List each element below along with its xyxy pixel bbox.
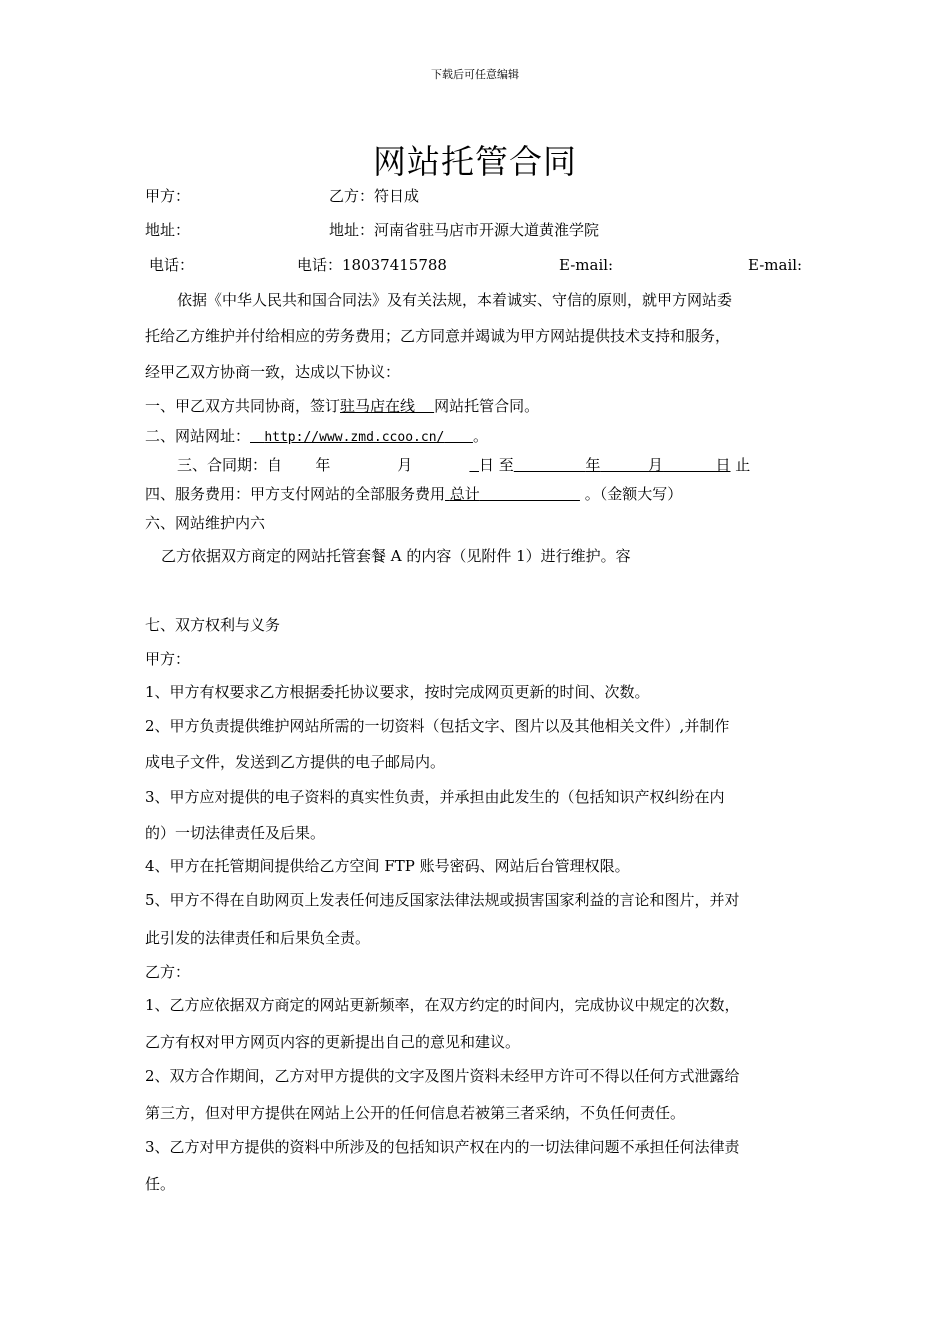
clause-3-day-2: 日: [715, 456, 731, 474]
party-b-duty-line: 任。: [145, 1175, 176, 1193]
clause-6-heading: 六、网站维护内六: [145, 514, 266, 532]
party-a-duty-line: 2、甲方负责提供维护网站所需的一切资料（包括文字、图片以及其他相关文件）,并制作: [145, 717, 730, 735]
party-a-duty-line: 3、甲方应对提供的电子资料的真实性负责，并承担由此发生的（包括知识产权纠纷在内: [145, 788, 725, 806]
clause-6-body: 乙方依据双方商定的网站托管套餐 A 的内容（见附件 1）进行维护。容: [161, 547, 631, 565]
party-b-email: E-mail:: [748, 256, 803, 274]
party-b-phone: 电话：18037415788: [297, 256, 447, 274]
clause-4-suffix: 。（金额大写）: [584, 485, 683, 503]
website-url: http://www.zmd.ccoo.cn/: [264, 430, 445, 445]
clause-3-day-1: 日: [478, 456, 494, 474]
clause-2: [145, 426, 488, 448]
clause-4-prefix: 四、服务费用：甲方支付网站的全部服务费用: [145, 485, 446, 503]
party-a-duty-line: 的）一切法律责任及后果。: [145, 824, 326, 842]
party-b-duty-line: 3、乙方对甲方提供的资料中所涉及的包括知识产权在内的一切法律问题不承担任何法律责: [145, 1138, 740, 1156]
clause-3-prefix: 三、合同期：自: [177, 456, 283, 474]
party-a-phone: 电话：: [149, 256, 195, 274]
clause-3-to: 至: [498, 456, 514, 474]
party-a-duty-line: 1、甲方有权要求乙方根据委托协议要求，按时完成网页更新的时间、次数。: [145, 683, 650, 701]
party-b-duties-label: 乙方：: [145, 963, 191, 981]
clause-2-suffix: 。: [472, 427, 488, 445]
intro-line-3: 经甲乙双方协商一致，达成以下协议：: [145, 363, 401, 381]
clause-1-site-name: 驻马店在线: [340, 397, 416, 415]
clause-3-year-1: 年: [315, 456, 331, 474]
party-a-duty-line: 此引发的法律责任和后果负全责。: [145, 929, 371, 947]
party-b-duty-line: 1、乙方应依据双方商定的网站更新频率，在双方约定的时间内，完成协议中规定的次数，: [145, 996, 740, 1014]
contract-title: 网站托管合同: [373, 142, 577, 181]
party-a-duty-line: 成电子文件，发送到乙方提供的电子邮局内。: [145, 753, 446, 771]
clause-7-heading: 七、双方权利与义务: [145, 616, 281, 634]
party-b-duty-line: 2、双方合作期间，乙方对甲方提供的文字及图片资料未经甲方许可不得以任何方式泄露给: [145, 1067, 740, 1085]
intro-line-1: 依据《中华人民共和国合同法》及有关法规，本着诚实、守信的原则，就甲方网站委: [177, 291, 733, 309]
intro-line-2: 托给乙方维护并付给相应的劳务费用；乙方同意并竭诚为甲方网站提供技术支持和服务，: [145, 327, 731, 345]
party-b-label: 乙方：符日成: [329, 187, 420, 205]
clause-3-end: 止: [735, 456, 751, 474]
clause-2-prefix: 二、网站网址：: [145, 427, 251, 445]
clause-1-suffix: 网站托管合同。: [434, 397, 540, 415]
clause-1-prefix: 一、甲乙双方共同协商，签订: [145, 397, 341, 415]
party-b-duty-line: 第三方，但对甲方提供在网站上公开的任何信息若被第三者采纳，不负任何责任。: [145, 1104, 686, 1122]
party-a-address: 地址：: [145, 221, 191, 239]
clause-3-year-2: 年: [585, 456, 601, 474]
clause-3: [177, 455, 750, 475]
party-a-duties-label: 甲方：: [145, 650, 191, 668]
clause-3-month-2: 月: [648, 456, 664, 474]
party-b-address: 地址：河南省驻马店市开源大道黄淮学院: [329, 221, 600, 239]
clause-4: [145, 484, 682, 504]
clause-3-month-1: 月: [397, 456, 413, 474]
page-header-note: 下载后可任意编辑: [431, 68, 519, 81]
party-a-duty-line: 4、甲方在托管期间提供给乙方空间 FTP 账号密码、网站后台管理权限。: [145, 857, 630, 875]
party-b-duty-line: 乙方有权对甲方网页内容的更新提出自己的意见和建议。: [145, 1033, 521, 1051]
party-a-email: E-mail:: [559, 256, 614, 274]
clause-4-total: 总计: [449, 485, 480, 503]
clause-1: [145, 396, 539, 416]
party-a-label: 甲方：: [145, 187, 191, 205]
party-a-duty-line: 5、甲方不得在自助网页上发表任何违反国家法律法规或损害国家利益的言论和图片，并对: [145, 891, 740, 909]
